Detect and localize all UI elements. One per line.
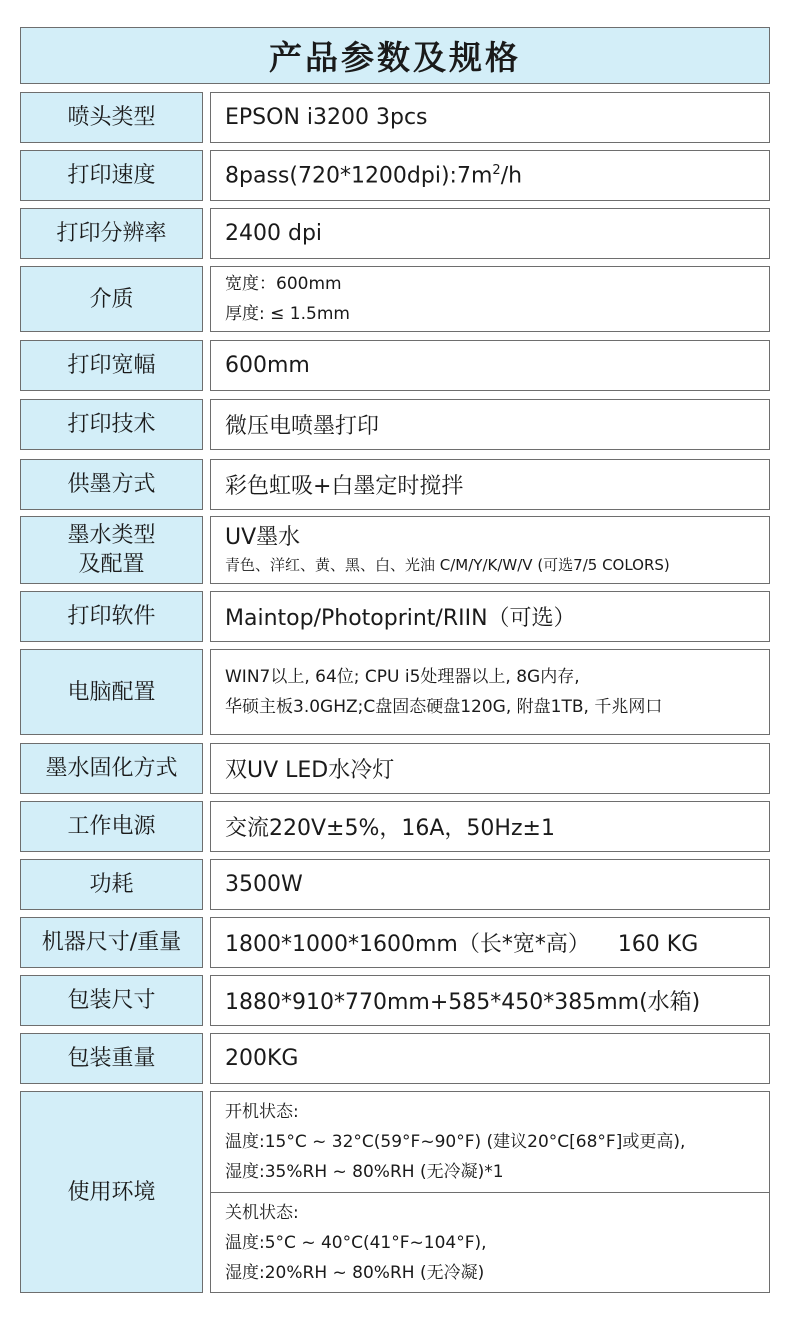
label-machine-size: 机器尺寸/重量 <box>20 917 203 968</box>
label-print-width: 打印宽幅 <box>20 340 203 391</box>
label-pc-config: 电脑配置 <box>20 649 203 735</box>
pc-config-line2: 华硕主板3.0GHZ;C盘固态硬盘120G, 附盘1TB, 千兆网口 <box>225 697 663 717</box>
value-environment-on <box>210 1091 770 1193</box>
ink-config-label-line1: 墨水类型 <box>67 523 156 548</box>
label-curing: 墨水固化方式 <box>20 743 203 794</box>
speed-unit: /h <box>500 163 523 189</box>
speed-superscript: 2 <box>492 162 501 178</box>
value-power-consumption: 3500W <box>210 859 770 910</box>
value-ink-config <box>210 516 770 584</box>
value-environment-off <box>210 1192 770 1293</box>
media-width-line: 宽度：600mm <box>225 274 342 294</box>
value-package-size: 1880*910*770mm+585*450*385mm(水箱) <box>210 975 770 1026</box>
value-software: Maintop/Photoprint/RIIN（可选） <box>210 591 770 642</box>
label-print-speed: 打印速度 <box>20 150 203 201</box>
label-nozzle-type: 喷头类型 <box>20 92 203 143</box>
env-off-title: 关机状态: <box>225 1202 299 1223</box>
ink-config-label-line2: 及配置 <box>78 552 145 577</box>
value-print-tech: 微压电喷墨打印 <box>210 399 770 450</box>
label-software: 打印软件 <box>20 591 203 642</box>
env-off-humidity: 湿度:20%RH ~ 80%RH (无冷凝) <box>225 1262 485 1283</box>
env-on-humidity: 湿度:35%RH ~ 80%RH (无冷凝)*1 <box>225 1162 504 1182</box>
label-package-size: 包装尺寸 <box>20 975 203 1026</box>
value-media <box>210 266 770 332</box>
value-print-width: 600mm <box>210 340 770 391</box>
pc-config-line1: WIN7以上, 64位; CPU i5处理器以上, 8G内存, <box>225 667 580 687</box>
env-off-temperature: 温度:5°C ~ 40°C(41°F~104°F), <box>225 1232 487 1253</box>
value-ink-supply: 彩色虹吸+白墨定时搅拌 <box>210 459 770 510</box>
label-print-tech: 打印技术 <box>20 399 203 450</box>
label-ink-config <box>20 516 203 584</box>
value-nozzle-type: EPSON i3200 3pcs <box>210 92 770 143</box>
value-machine-size: 1800*1000*1600mm（长*宽*高） 160 KG <box>210 917 770 968</box>
speed-text: 8pass(720*1200dpi):7m <box>225 163 493 189</box>
value-power-supply: 交流220V±5%，16A，50Hz±1 <box>210 801 770 852</box>
label-ink-supply: 供墨方式 <box>20 459 203 510</box>
label-resolution: 打印分辨率 <box>20 208 203 259</box>
value-pc-config <box>210 649 770 735</box>
page-title: 产品参数及规格 <box>20 27 770 84</box>
label-media: 介质 <box>20 266 203 332</box>
label-environment: 使用环境 <box>20 1091 203 1293</box>
label-package-weight: 包装重量 <box>20 1033 203 1084</box>
media-thickness-line: 厚度: ≤ 1.5mm <box>225 304 350 324</box>
label-power-consumption: 功耗 <box>20 859 203 910</box>
ink-colors: 青色、洋红、黄、黑、白、光油 C/M/Y/K/W/V (可选7/5 COLORS) <box>225 556 670 574</box>
env-on-title: 开机状态: <box>225 1102 299 1122</box>
ink-type: UV墨水 <box>225 525 301 550</box>
value-resolution: 2400 dpi <box>210 208 770 259</box>
env-on-temperature: 温度:15°C ~ 32°C(59°F~90°F) (建议20°C[68°F]或更高), <box>225 1132 686 1152</box>
label-power-supply: 工作电源 <box>20 801 203 852</box>
value-print-speed <box>210 150 770 201</box>
value-curing: 双UV LED水冷灯 <box>210 743 770 794</box>
value-package-weight: 200KG <box>210 1033 770 1084</box>
